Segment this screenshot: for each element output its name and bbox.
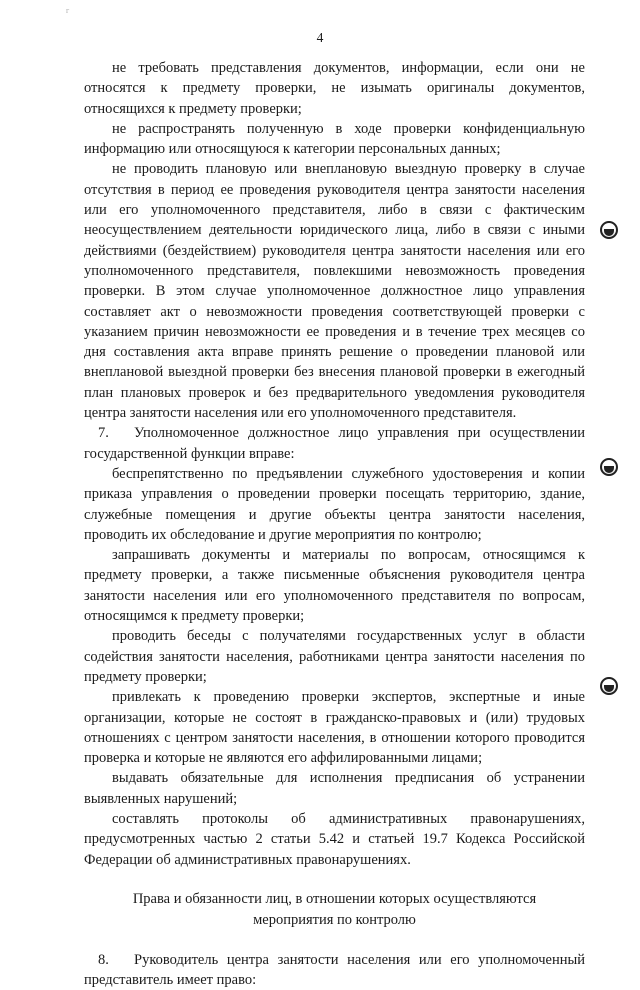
section-heading bbox=[84, 889, 585, 931]
binder-hole-icon bbox=[600, 458, 618, 476]
section-heading-line-1: Права и обязанности лиц, в отношении которых осуществляются bbox=[132, 890, 537, 907]
paragraph: выдавать обязательные для исполнения предписания об устранении выявленных нарушений; bbox=[84, 770, 585, 807]
binder-hole-icon bbox=[600, 221, 618, 239]
section-heading-line-2: мероприятия по контролю bbox=[253, 911, 416, 928]
item-7-text: Уполномоченное должностное лицо управления при осуществлении государственной функции вправе: bbox=[84, 425, 585, 462]
item-8-text: Руководитель центра занятости населения или его уполномоченный представитель имеет право: bbox=[84, 951, 585, 989]
binder-hole-icon bbox=[600, 677, 618, 695]
item-8 bbox=[84, 950, 585, 990]
paragraph: не проводить плановую или внеплановую выездную проверку в случае отсутствия в период ее проведения руководителя центра занятости населения или его уполномоченного представителя, либо в связи с фактическим неосуществлением деятельности юридического лица, либо в связи с иными действиями (бездействием) руководителя центра занятости населения или его уполномоченного представителя, повлекшими невозможность проведения проверки. В этом случае уполномоченное должностное лицо управления составляет акт о невозможности проведения соответствующей проверки с указанием причин невозможности ее проведения и в течение трех месяцев со дня составления акта вправе принять решение о проведении плановой или внеплановой выездной проверки без внесения плановой проверки в ежегодный план плановых проверок и без предварительного уведомления руководителя центра занятости населения или его уполномоченного представителя. bbox=[84, 161, 585, 422]
item-8-number: 8. bbox=[98, 951, 109, 968]
page-number: 4 bbox=[316, 30, 324, 45]
item-7 bbox=[84, 423, 585, 464]
document-body bbox=[84, 58, 585, 990]
paragraph: проводить беседы с получателями государственных услуг в области содействия занятости населения, работниками центра занятости населения по предмету проверки; bbox=[84, 628, 585, 685]
paragraph: составлять протоколы об административных правонарушениях, предусмотренных частью 2 статьи 5.42 и статьей 19.7 Кодекса Российской Федерации об административных правонарушениях. bbox=[84, 810, 585, 868]
paragraph: запрашивать документы и материалы по вопросам, относящимся к предмету проверки, а также письменные объяснения руководителя центра занятости населения или его уполномоченного представителя по вопросам, относящимся к предмету проверки; bbox=[84, 547, 585, 625]
paragraph: не распространять полученную в ходе проверки конфиденциальную информацию или относящуюся к категории персональных данных; bbox=[84, 120, 585, 158]
item-7-number: 7. bbox=[98, 425, 109, 442]
paragraph: беспрепятственно по предъявлении служебного удостоверения и копии приказа управления о проведении проверки посещать территорию, здание, служебные помещения и другие объекты центра занятости населения, проводить их обследование и другие мероприятия по контролю; bbox=[84, 465, 585, 543]
paragraph: не требовать представления документов, информации, если они не относятся к предмету проверки, не изымать оригиналы документов, относящихся к предмету проверки; bbox=[84, 60, 585, 117]
paragraph: привлекать к проведению проверки экспертов, экспертные и иные организации, которые не состоят в гражданско-правовых и (или) трудовых отношениях с центром занятости населения, в отношении которого проводится проверка и которые не являются его аффилированными лицами; bbox=[84, 689, 585, 767]
scan-mark: г bbox=[66, 6, 70, 15]
